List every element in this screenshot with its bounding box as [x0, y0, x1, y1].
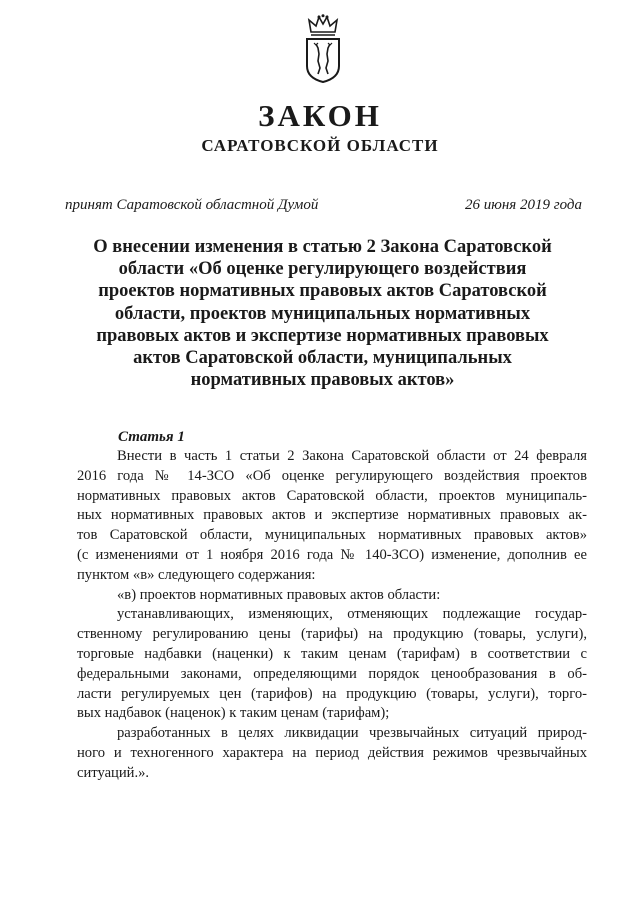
law-heading: [70, 236, 575, 391]
article-title: Статья 1: [118, 429, 185, 445]
heading-line: области, проектов муниципальных нормативных: [114, 303, 531, 324]
body-line: тов Саратовской области, муниципальных нормативных правовых актов»: [77, 527, 587, 544]
article-body: [77, 447, 587, 784]
body-line: ственному регулированию цены (тарифы) на продукцию (товары, услуги),: [77, 626, 587, 643]
heading-line: правовых актов и экспертизе нормативных правовых: [96, 325, 549, 346]
body-line: вых надбавок (наценок) к таким ценам (тарифам);: [77, 705, 390, 722]
body-line: ных нормативных правовых актов и экспертизе нормативных правовых ак-: [77, 507, 587, 524]
heading-line: О внесении изменения в статью 2 Закона Саратовской: [93, 237, 552, 257]
adopted-by: принят Саратовской областной Думой: [65, 197, 319, 213]
body-line: федеральными законами, определяющими порядок ценообразования в об-: [77, 665, 587, 682]
heading-line: проектов нормативных правовых актов Саратовской: [98, 281, 547, 302]
body-line: (с изменениями от 1 ноября 2016 года № 140-ЗСО) изменение, дополнив ее: [77, 546, 587, 563]
body-line: разработанных в целях ликвидации чрезвычайных ситуаций природ-: [117, 725, 587, 742]
law-region: САРАТОВСКОЙ ОБЛАСТИ: [201, 136, 439, 155]
body-line: пунктом «в» следующего содержания:: [77, 566, 316, 583]
body-line: устанавливающих, изменяющих, отменяющих подлежащие государ-: [117, 606, 587, 623]
body-line: Внести в часть 1 статьи 2 Закона Саратовской области от 24 февраля: [117, 448, 587, 464]
body-line: 2016 года № 14-ЗСО «Об оценке регулирующего воздействия проектов: [77, 467, 587, 484]
heading-line: актов Саратовской области, муниципальных: [133, 348, 512, 369]
body-line: ласти регулируемых цен (тарифов) на продукцию (товары, услуги), торго-: [77, 685, 587, 702]
heading-line: нормативных правовых актов»: [190, 370, 455, 391]
heading-line: области «Об оценке регулирующего воздействия: [118, 259, 527, 280]
adoption-date: 26 июня 2019 года: [465, 197, 582, 213]
body-line: ного и техногенного характера на период действия режимов чрезвычайных: [77, 744, 587, 761]
body-line: ситуаций.».: [77, 764, 150, 781]
body-line: «в) проектов нормативных правовых актов области:: [117, 586, 441, 603]
body-line: торговые надбавки (наценки) к таким ценам (тарифам) в соответствии с: [77, 645, 587, 662]
body-line: нормативных правовых актов Саратовской области, проектов муниципаль-: [77, 487, 587, 504]
law-title: ЗАКОН: [258, 98, 382, 133]
saratov-coat-of-arms-icon: [303, 14, 343, 84]
